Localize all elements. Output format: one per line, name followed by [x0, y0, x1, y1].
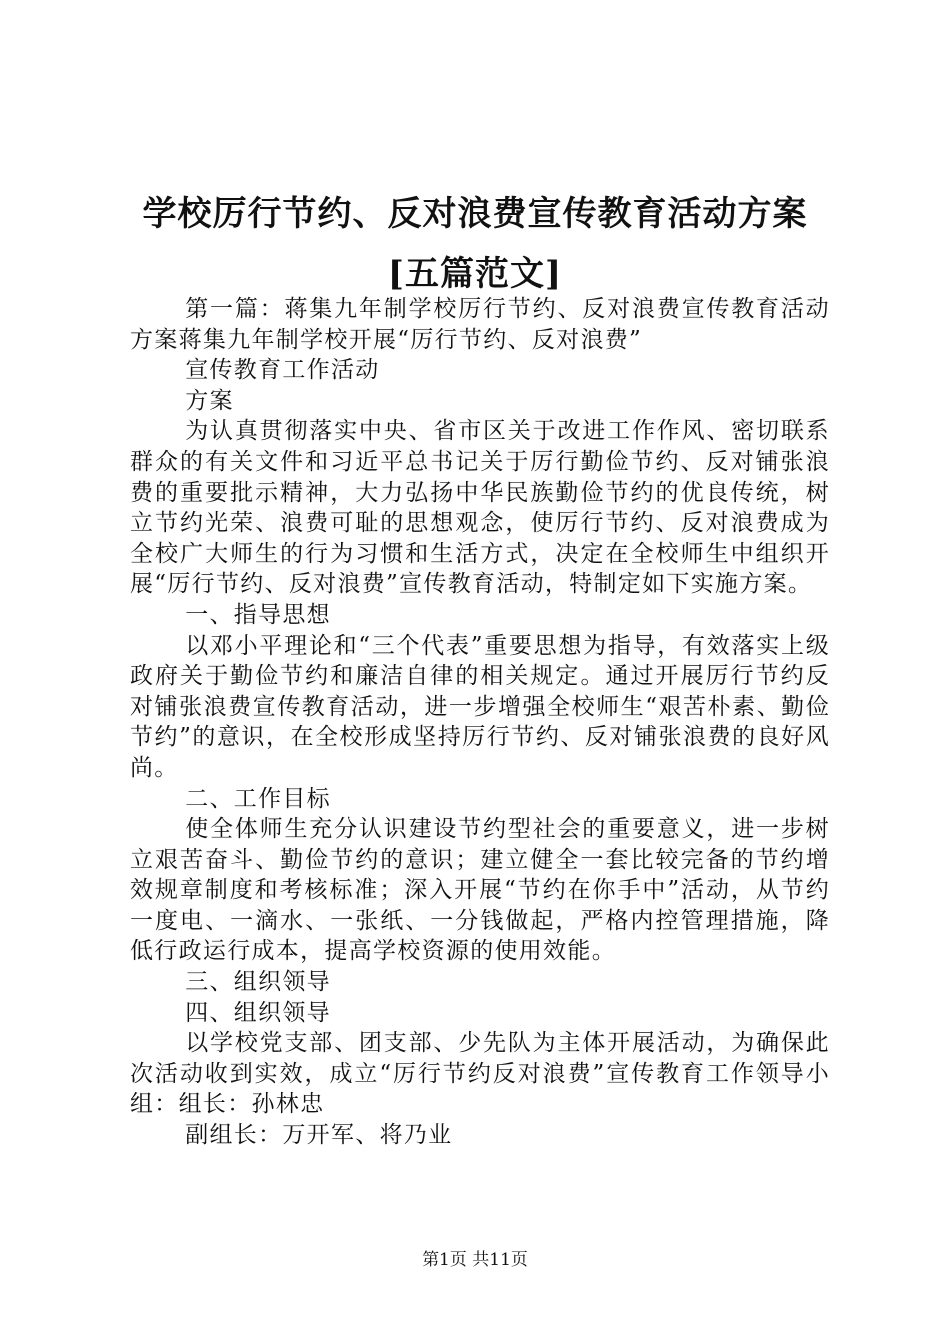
section-heading-guiding-ideology: 一、指导思想 — [185, 601, 331, 628]
paragraph-deputy-leaders: 副组长：万开军、将乃业 — [185, 1122, 453, 1149]
paragraph-intro: 第一篇：蒋集九年制学校厉行节约、反对浪费宣传教育活动方案蒋集九年制学校开展“厉行节约、反对浪费” — [130, 296, 830, 353]
section-heading-work-goals: 二、工作目标 — [185, 785, 331, 812]
paragraph-organization: 以学校党支部、团支部、少先队为主体开展活动，为确保此次活动收到实效，成立“厉行节约反对浪费”宣传教育工作领导小组：组长：孙林忠 — [130, 1030, 830, 1118]
paragraph-subtitle: 宣传教育工作活动 — [185, 357, 380, 384]
page-footer: 第1页 共11页 — [422, 1250, 528, 1270]
document-title-line-2: [五篇范文] — [387, 254, 563, 294]
paragraph-background: 为认真贯彻落实中央、省市区关于改进工作作风、密切联系群众的有关文件和习近平总书记关于厉行勤俭节约、反对铺张浪费的重要批示精神，大力弘扬中华民族勤俭节约的优良传统，树立节约光荣、浪费可耻的思想观念，使厉行节约、反对浪费成为全校广大师生的行为习惯和生活方式，决定在全校师生中组织开展“厉行节约、反对浪费”宣传教育活动，特制定如下实施方案。 — [130, 418, 830, 598]
document-body — [130, 294, 830, 1151]
document-title-line-1: 学校厉行节约、反对浪费宣传教育活动方案 — [142, 194, 808, 234]
section-heading-organization-4: 四、组织领导 — [185, 999, 331, 1026]
paragraph-work-goals: 使全体师生充分认识建设节约型社会的重要意义，进一步树立艰苦奋斗、勤俭节约的意识；建立健全一套比较完备的节约增效规章制度和考核标准；深入开展“节约在你手中”活动，从节约一度电、一滴水、一张纸、一分钱做起，严格内控管理措施，降低行政运行成本，提高学校资源的使用效能。 — [130, 816, 830, 965]
section-heading-organization-3: 三、组织领导 — [185, 969, 331, 996]
paragraph-plan: 方案 — [185, 387, 234, 414]
paragraph-guiding-ideology: 以邓小平理论和“三个代表”重要思想为指导，有效落实上级政府关于勤俭节约和廉洁自律的相关规定。通过开展厉行节约反对铺张浪费宣传教育活动，进一步增强全校师生“艰苦朴素、勤俭节约”的意识，在全校形成坚持厉行节约、反对铺张浪费的良好风尚。 — [130, 632, 830, 781]
